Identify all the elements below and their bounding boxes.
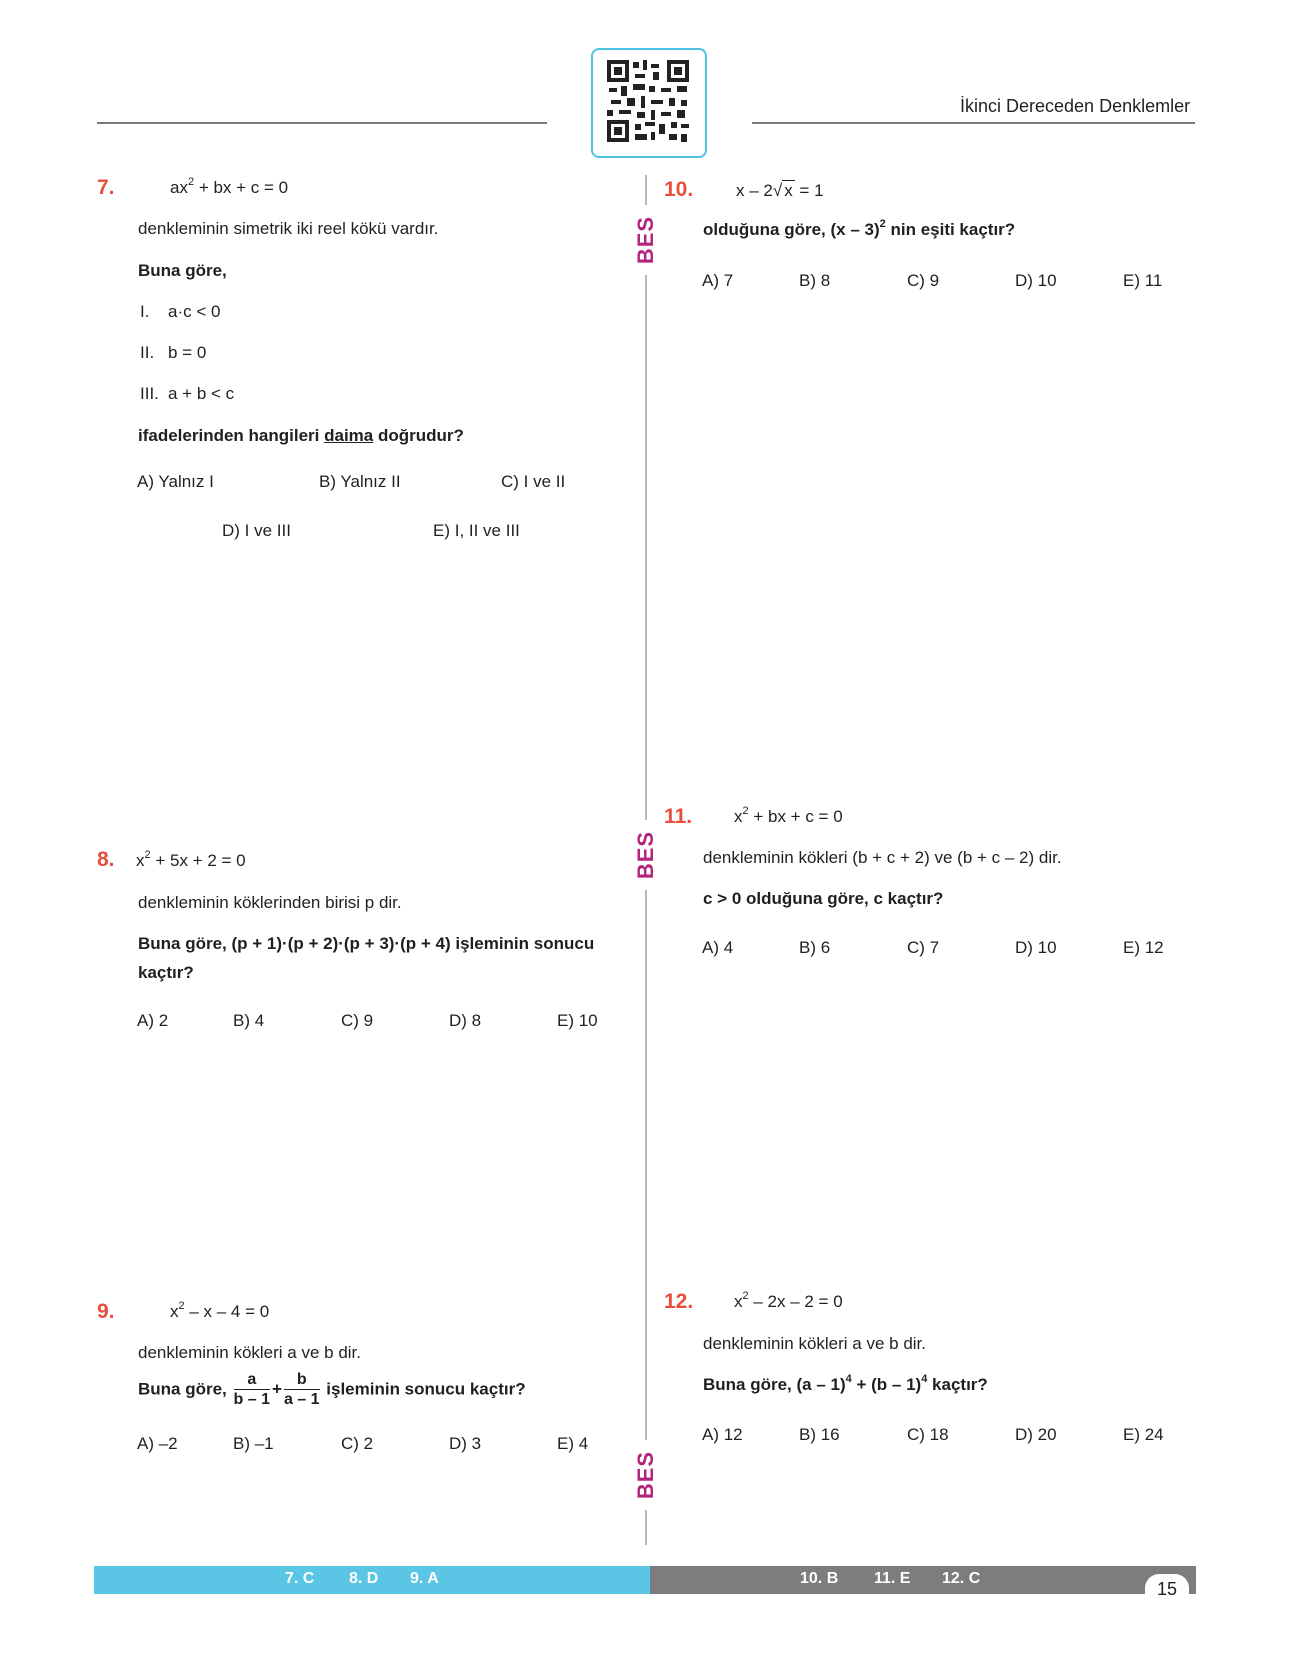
answer-choice-d[interactable]: D) 3 <box>449 1434 482 1453</box>
answer-choice-e[interactable]: E) 10 <box>557 1011 598 1030</box>
answer-choice-b[interactable]: B) –1 <box>233 1434 274 1453</box>
question-equation: $x^2 + 5x + 2 = 0$ <box>136 849 246 870</box>
answer-choice-c[interactable]: C) 9 <box>907 271 940 290</box>
question-statement: denkleminin köklerinden birisi p dir. <box>138 893 402 912</box>
bes-logo: BES <box>633 1440 659 1510</box>
question-prompt: c > 0 olduğuna göre, c kaçtır? <box>703 889 944 908</box>
roman-numeral: I. <box>140 302 150 321</box>
answer-choice-d[interactable]: D) 20 <box>1015 1425 1057 1444</box>
question-number: 10. <box>664 178 694 201</box>
header-rule-left <box>97 122 547 124</box>
bes-logo: BES <box>633 205 659 275</box>
question-statement: denkleminin simetrik iki reel kökü vardır. <box>138 219 439 238</box>
question-number: 9. <box>97 1300 115 1323</box>
header-rule-right <box>752 122 1195 124</box>
answer-choice-a[interactable]: A) –2 <box>137 1434 178 1453</box>
question-statement: denkleminin kökleri a ve b dir. <box>138 1343 362 1362</box>
question-prompt: ifadelerinden hangileri daima doğrudur? <box>138 426 464 445</box>
answer-choice-b[interactable]: B) 8 <box>799 271 831 290</box>
question-prompt: Buna göre, $\frac{a}{b - 1}$ + $\frac{b}{a - 1}$ işleminin sonucu kaçtır? <box>138 1371 526 1408</box>
question-equation: $ax^2$ + bx + c = 0 <box>170 176 289 197</box>
question-prompt: Buna göre, (a – 1)$^4$ + (b – 1)$^4$ kaçtır? <box>703 1373 988 1394</box>
statement-item: a·c < 0 <box>168 302 221 321</box>
question-statement: denkleminin kökleri (b + c + 2) ve (b + c – 2) dir. <box>703 848 1062 867</box>
question-number: 8. <box>97 848 115 871</box>
answer-choice-b[interactable]: B) Yalnız II <box>319 472 401 491</box>
answer-choice-b[interactable]: B) 6 <box>799 938 831 957</box>
answer-choice-c[interactable]: C) 9 <box>341 1011 374 1030</box>
answer-choice-e[interactable]: E) 12 <box>1123 938 1164 957</box>
answer-key-item: 8. D <box>349 1570 379 1587</box>
answer-choice-e[interactable]: E) I, II ve III <box>433 521 520 540</box>
answer-choice-d[interactable]: D) 10 <box>1015 271 1057 290</box>
answer-choice-d[interactable]: D) 10 <box>1015 938 1057 957</box>
statement-item: a + b < c <box>168 384 235 403</box>
statement-item: b = 0 <box>168 343 207 362</box>
qr-code[interactable] <box>591 48 707 158</box>
answer-choice-e[interactable]: E) 11 <box>1123 271 1163 290</box>
bes-logo: BES <box>633 820 659 890</box>
question-number: 7. <box>97 176 115 199</box>
answer-choice-d[interactable]: D) 8 <box>449 1011 482 1030</box>
answer-choice-c[interactable]: C) 18 <box>907 1425 949 1444</box>
page-header-title: İkinci Dereceden Denklemler <box>960 96 1191 116</box>
answer-choice-c[interactable]: C) 2 <box>341 1434 374 1453</box>
question-prompt-cont: kaçtır? <box>138 963 194 982</box>
qr-code-icon <box>605 58 691 144</box>
answer-choice-b[interactable]: B) 16 <box>799 1425 840 1444</box>
answer-key-item: 10. B <box>800 1570 839 1587</box>
answer-choice-d[interactable]: D) I ve III <box>222 521 291 540</box>
answer-key-item: 9. A <box>410 1570 439 1587</box>
question-number: 12. <box>664 1290 694 1313</box>
question-statement: denkleminin kökleri a ve b dir. <box>703 1334 927 1353</box>
fraction: $\frac{a}{b - 1}$ <box>233 1371 270 1408</box>
question-equation: $x^2 - 2x - 2 = 0$ <box>734 1290 843 1311</box>
question-lead: Buna göre, <box>138 261 227 280</box>
answer-choice-a[interactable]: A) 12 <box>702 1425 743 1444</box>
answer-choice-c[interactable]: C) I ve II <box>501 472 566 491</box>
question-prompt: Buna göre, (p + 1)·(p + 2)·(p + 3)·(p + 4) işleminin sonucu <box>138 934 595 953</box>
answer-choice-a[interactable]: A) 2 <box>137 1011 169 1030</box>
fraction: $\frac{b}{a - 1}$ <box>283 1371 320 1408</box>
answer-choice-e[interactable]: E) 24 <box>1123 1425 1164 1444</box>
question-equation: x – 2√ x = 1 <box>736 181 824 200</box>
answer-choice-b[interactable]: B) 4 <box>233 1011 265 1030</box>
question-equation: $x^2$ + bx + c = 0 <box>734 805 843 826</box>
answer-choice-a[interactable]: A) 4 <box>702 938 734 957</box>
answer-choice-a[interactable]: A) 7 <box>702 271 734 290</box>
page-number: 15 <box>1145 1574 1189 1604</box>
question-number: 11. <box>664 805 693 828</box>
answer-key-item: 7. C <box>285 1570 315 1587</box>
answer-key-item: 11. E <box>874 1570 911 1587</box>
answer-key-bar-right <box>650 1566 1196 1594</box>
answer-key-item: 12. C <box>942 1570 981 1587</box>
question-equation: $x^2 - x - 4 = 0$ <box>170 1300 270 1321</box>
answer-choice-e[interactable]: E) 4 <box>557 1434 589 1453</box>
answer-choice-c[interactable]: C) 7 <box>907 938 940 957</box>
roman-numeral: II. <box>140 343 155 362</box>
answer-choice-a[interactable]: A) Yalnız I <box>137 472 214 491</box>
roman-numeral: III. <box>140 384 159 403</box>
question-prompt: olduğuna göre, (x – 3)$^2$ nin eşiti kaçtır? <box>703 218 1016 239</box>
